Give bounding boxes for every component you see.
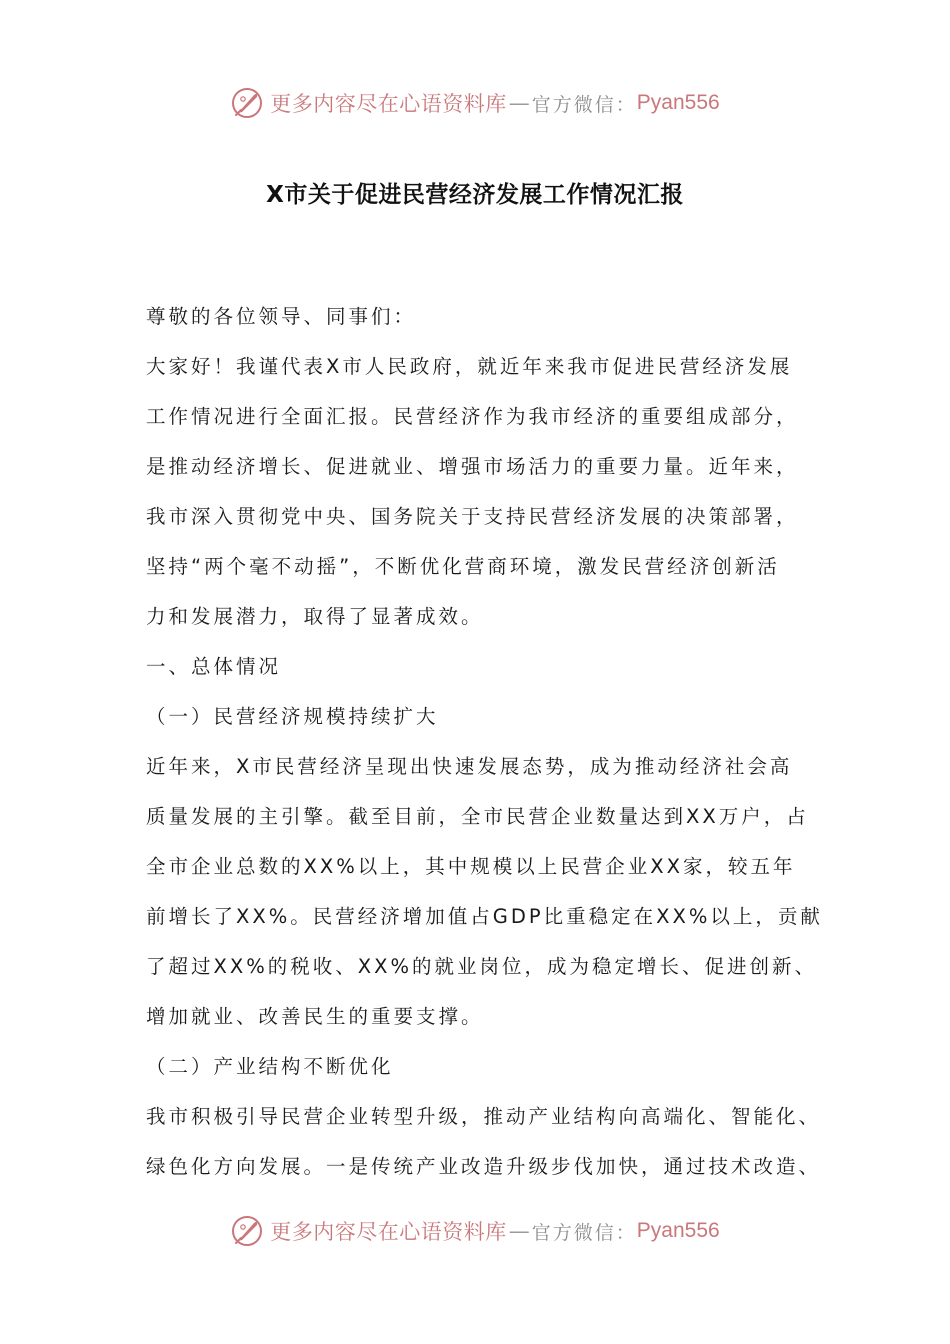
salutation-line: 尊敬的各位领导、同事们：	[146, 305, 417, 328]
paragraph-line: 增加就业、改善民生的重要支撑。	[146, 1005, 484, 1028]
paragraph-line: 工作情况进行全面汇报。民营经济作为我市经济的重要组成部分，	[146, 405, 799, 428]
paragraph-line: 我市深入贯彻党中央、国务院关于支持民营经济发展的决策部署，	[146, 505, 799, 528]
paragraph-line: 大家好！我谨代表X市人民政府，就近年来我市促进民营经济发展	[146, 355, 793, 378]
watermark-wechat-id: Pyan556	[636, 91, 720, 114]
paragraph-line: 全市企业总数的XX%以上，其中规模以上民营企业XX家，较五年	[146, 855, 796, 878]
watermark-dash: —	[508, 91, 530, 115]
watermark-wechat-id: Pyan556	[636, 1219, 720, 1242]
subsection-heading: （二）产业结构不断优化	[146, 1055, 394, 1078]
quill-pen-logo-icon	[230, 1214, 264, 1248]
paragraph-line: 坚持“两个毫不动摇”，不断优化营商环境，激发民营经济创新活	[146, 555, 780, 578]
footer-watermark-banner	[0, 1211, 950, 1251]
paragraph-line: 我市积极引导民营企业转型升级，推动产业结构向高端化、智能化、	[146, 1105, 822, 1128]
paragraph-line: 前增长了XX%。民营经济增加值占GDP比重稳定在XX%以上，贡献	[146, 905, 823, 928]
watermark-brand-text: 更多内容尽在心语资料库	[270, 1220, 507, 1244]
paragraph-line: 力和发展潜力，取得了显著成效。	[146, 605, 484, 628]
paragraph-line: 了超过XX%的税收、XX%的就业岗位，成为稳定增长、促进创新、	[146, 955, 817, 978]
paragraph-line: 绿色化方向发展。一是传统产业改造升级步伐加快，通过技术改造、	[146, 1155, 822, 1178]
document-title: X市关于促进民营经济发展工作情况汇报	[266, 182, 684, 208]
watermark-dash: —	[508, 1219, 530, 1243]
header-watermark-banner	[0, 83, 950, 123]
paragraph-line: 质量发展的主引擎。截至目前，全市民营企业数量达到XX万户，占	[146, 805, 809, 828]
watermark-wechat-label: 官方微信：	[531, 1221, 637, 1244]
document-body	[146, 297, 826, 1197]
watermark-brand-text: 更多内容尽在心语资料库	[270, 92, 507, 116]
watermark-wechat-label: 官方微信：	[531, 93, 637, 116]
section-heading: 一、总体情况	[146, 655, 282, 678]
paragraph-line: 近年来，X市民营经济呈现出快速发展态势，成为推动经济社会高	[146, 755, 793, 778]
quill-pen-logo-icon	[230, 86, 264, 120]
paragraph-line: 是推动经济增长、促进就业、增强市场活力的重要力量。近年来，	[146, 455, 799, 478]
subsection-heading: （一）民营经济规模持续扩大	[146, 705, 439, 728]
